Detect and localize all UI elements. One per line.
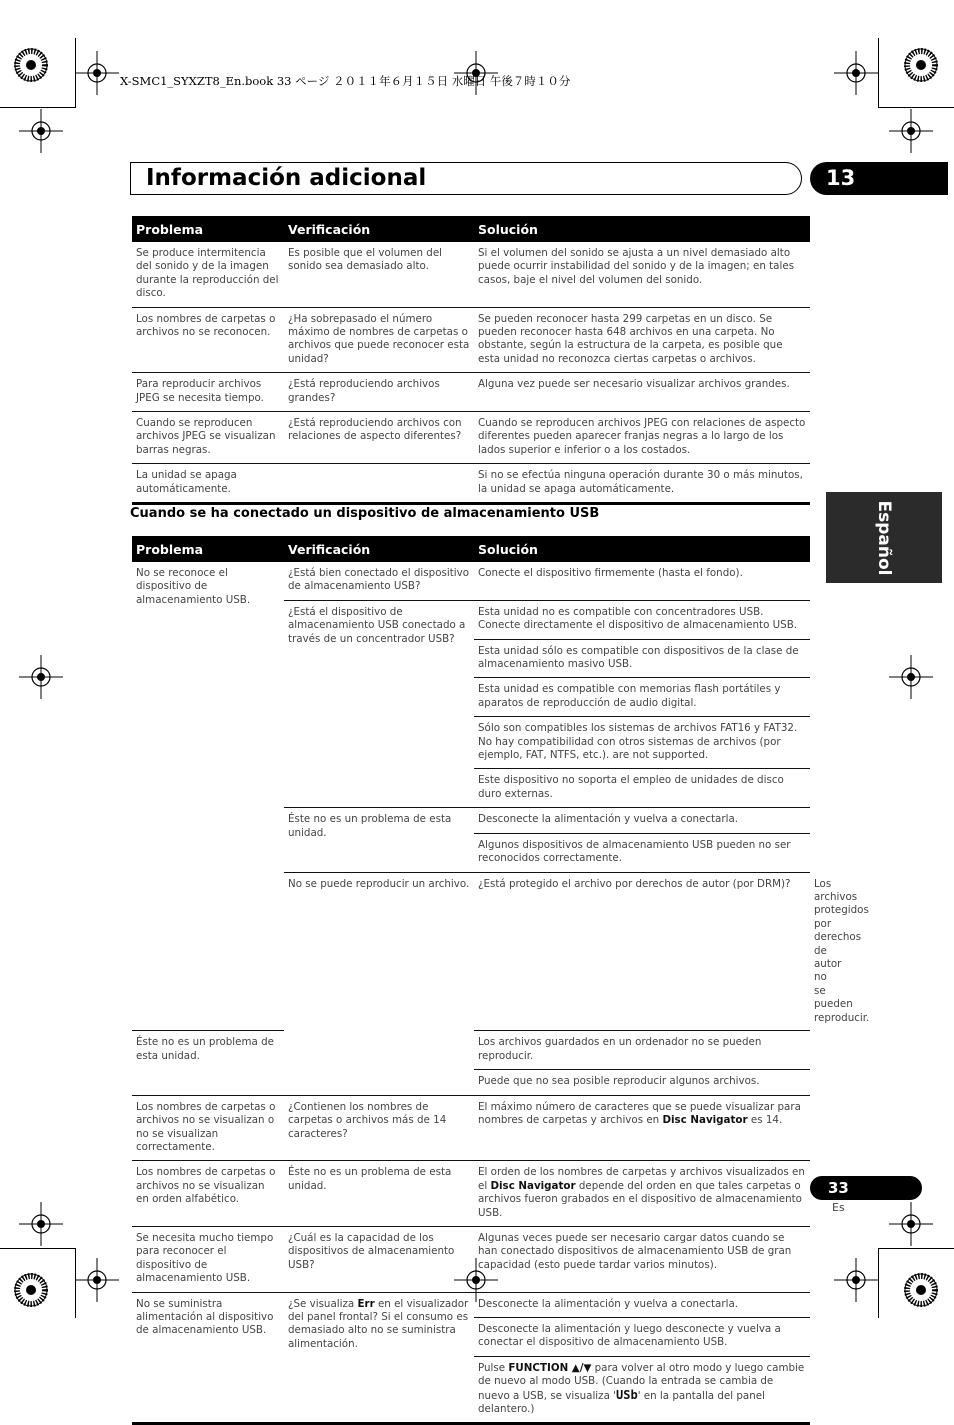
page-language: Es <box>832 1201 845 1214</box>
check-cell: Éste no es un problema de esta unidad. <box>132 1031 284 1095</box>
solution-cell: Este dispositivo no soporta el empleo de unidades de disco duro externas. <box>474 769 810 808</box>
solution-text: es 14. <box>747 1114 783 1127</box>
problem-cell: Los nombres de carpetas o archivos no se visualizan en orden alfabético. <box>132 1161 284 1227</box>
check-cell <box>284 1292 474 1424</box>
table-row <box>132 1226 810 1292</box>
print-info: X-SMC1_SYXZT8_En.book 33 ページ ２０１１年６月１５日 水曜日 午後７時１０分 <box>120 74 571 88</box>
problem-cell: No se puede reproducir un archivo. <box>284 872 474 1095</box>
chapter-number: 13 <box>826 166 856 190</box>
problem-cell: Se necesita mucho tiempo para reconocer el dispositivo de almacenamiento USB. <box>132 1226 284 1292</box>
problem-cell: Cuando se reproducen archivos JPEG se visualizan barras negras. <box>132 412 284 464</box>
solution-cell: Los archivos guardados en un ordenador no se pueden reproducir. <box>474 1031 810 1070</box>
solution-cell: Sólo son compatibles los sistemas de archivos FAT16 y FAT32. No hay compatibilidad con otros sistemas de archivos (por ejemplo, FAT, NTFS, etc.). are not supported. <box>474 717 810 769</box>
solution-cell: Si no se efectúa ninguna operación durante 30 o más minutos, la unidad se apaga automáticamente. <box>474 464 810 504</box>
solution-text: El máximo número de caracteres que se puede visualizar para nombres de carpetas y archivos en <box>478 1100 801 1127</box>
problem-cell: No se suministra alimentación al dispositivo de almacenamiento USB. <box>132 1292 284 1424</box>
solution-cell <box>474 1095 810 1161</box>
disc-navigator-label: Disc Navigator <box>490 1179 576 1192</box>
solution-text: Pulse <box>478 1361 509 1374</box>
table-row <box>132 464 810 504</box>
table-row <box>132 1292 810 1317</box>
col-solution: Solución <box>474 536 810 562</box>
solution-cell: Conecte el dispositivo firmemente (hasta el fondo). <box>478 567 743 579</box>
check-cell: ¿Está reproduciendo archivos con relaciones de aspecto diferentes? <box>284 412 474 464</box>
check-cell: ¿Está protegido el archivo por derechos de autor (por DRM)? <box>474 872 810 1031</box>
problem-cell: La unidad se apaga automáticamente. <box>132 464 284 504</box>
solution-cell <box>474 1161 810 1227</box>
col-problem: Problema <box>132 536 284 562</box>
check-cell <box>284 464 474 504</box>
solution-cell: Esta unidad sólo es compatible con dispositivos de la clase de almacenamiento masivo USB. <box>474 639 810 678</box>
solution-cell: Desconecte la alimentación y vuelva a conectarla. <box>474 808 810 833</box>
table-row <box>132 242 810 307</box>
table-row <box>132 1095 810 1161</box>
table-row <box>132 562 810 600</box>
problem-cell: Los nombres de carpetas o archivos no se visualizan o no se visualizan correctamente. <box>132 1095 284 1161</box>
check-cell: ¿Está reproduciendo archivos grandes? <box>284 373 474 412</box>
page-title: Información adicional <box>146 165 427 191</box>
check-cell: Éste no es un problema de esta unidad. <box>284 808 474 872</box>
solution-text: El orden de los nombres de carpetas y archivos visualizados en el <box>478 1166 805 1192</box>
solution-cell: Puede que no sea posible reproducir algunos archivos. <box>474 1070 810 1095</box>
check-cell: ¿Ha sobrepasado el número máximo de nombres de carpetas o archivos que puede reconocer esta unidad? <box>284 307 474 373</box>
table-row <box>132 412 810 464</box>
col-check: Verificación <box>284 536 474 562</box>
solution-cell: Esta unidad es compatible con memorias flash portátiles y aparatos de reproducción de audio digital. <box>474 678 810 717</box>
disc-navigator-label: Disc Navigator <box>662 1114 748 1127</box>
solution-text: para volver al otro modo y luego cambie de nuevo al modo USB. (Cuando la entrada se cambia de nuevo a USB, se visualiza ' <box>478 1361 805 1402</box>
check-cell: ¿Está bien conectado el dispositivo de almacenamiento USB? <box>288 567 470 593</box>
troubleshooting-table-general <box>132 216 810 505</box>
page-number: 33 <box>828 1179 849 1197</box>
solution-cell: Si el volumen del sonido se ajusta a un nivel demasiado alto puede ocurrir instabilidad del sonido y de la imagen; en tales casos, baje el nivel del volumen del sonido. <box>478 247 795 286</box>
page-number-badge <box>810 1176 922 1200</box>
check-cell: Éste no es un problema de esta unidad. <box>284 1161 474 1227</box>
solution-cell: Alguna vez puede ser necesario visualizar archivos grandes. <box>474 373 810 412</box>
solution-cell: Algunas veces puede ser necesario cargar datos cuando se han conectado dispositivos de almacenamiento USB de gran capacidad (esto puede tardar varios minutos). <box>474 1226 810 1292</box>
check-text: ¿Se visualiza <box>288 1297 358 1310</box>
problem-cell: Los nombres de carpetas o archivos no se reconocen. <box>132 307 284 373</box>
table-row: No se puede reproducir un archivo. ¿Está protegido el archivo por derechos de autor (por DRM)? Los archivos protegidos por derechos de autor no se pueden reproducir. <box>132 872 810 1031</box>
table-row <box>132 1161 810 1227</box>
solution-cell: Cuando se reproducen archivos JPEG con relaciones de aspecto diferentes pueden aparecer franjas negras a lo largo de los lados superior e inferior o a los costados. <box>474 412 810 464</box>
function-key-label: FUNCTION ▲/▼ <box>508 1361 592 1374</box>
table-header <box>132 536 810 562</box>
solution-cell: Desconecte la alimentación y luego desconecte y vuelva a conectar el dispositivo de almacenamiento USB. <box>474 1317 810 1356</box>
check-cell: Es posible que el volumen del sonido sea demasiado alto. <box>288 247 443 273</box>
solution-cell: Esta unidad no es compatible con concentradores USB. Conecte directamente el dispositivo de almacenamiento USB. <box>474 600 810 639</box>
table-row <box>132 307 810 373</box>
col-problem: Problema <box>132 216 284 242</box>
col-check: Verificación <box>284 216 474 242</box>
solution-cell: Algunos dispositivos de almacenamiento USB pueden no ser reconocidos correctamente. <box>474 833 810 872</box>
solution-cell <box>474 1356 810 1424</box>
problem-cell: Se produce intermitencia del sonido y de la imagen durante la reproducción del disco. <box>136 247 279 300</box>
check-cell: ¿Contienen los nombres de carpetas o archivos más de 14 caracteres? <box>284 1095 474 1161</box>
problem-cell: Para reproducir archivos JPEG se necesita tiempo. <box>132 373 284 412</box>
problem-cell: No se reconoce el dispositivo de almacenamiento USB. <box>136 567 251 606</box>
solution-text: depende del orden en que tales carpetas o archivos fueron grabados en el dispositivo de almacenamiento USB. <box>478 1179 802 1219</box>
usb-display-text: USb <box>616 1387 638 1402</box>
chapter-badge <box>810 162 948 195</box>
solution-cell: Se pueden reconocer hasta 299 carpetas en un disco. Se pueden reconocer hasta 648 archivos en una carpeta. No obstante, según la estructura de la carpeta, es posible que esta unidad no reconozca ciertas carpetas o archivos. <box>474 307 810 373</box>
table-row <box>132 373 810 412</box>
table-header <box>132 216 810 242</box>
check-cell: ¿Cuál es la capacidad de los dispositivos de almacenamiento USB? <box>284 1226 474 1292</box>
check-text: en el visualizador del panel frontal? Si el consumo es demasiado alto no se suministra alimentación. <box>288 1297 469 1350</box>
col-solution: Solución <box>474 216 810 242</box>
language-label: Español <box>874 500 894 575</box>
solution-cell: Desconecte la alimentación y vuelva a conectarla. <box>474 1292 810 1317</box>
err-indicator: Err <box>357 1297 375 1310</box>
check-cell: ¿Está el dispositivo de almacenamiento USB conectado a través de un concentrador USB? <box>284 600 474 807</box>
section-heading-usb: Cuando se ha conectado un dispositivo de almacenamiento USB <box>130 506 600 521</box>
language-tab <box>826 492 942 583</box>
solution-text: ' en la pantalla del panel delantero.) <box>478 1389 765 1415</box>
